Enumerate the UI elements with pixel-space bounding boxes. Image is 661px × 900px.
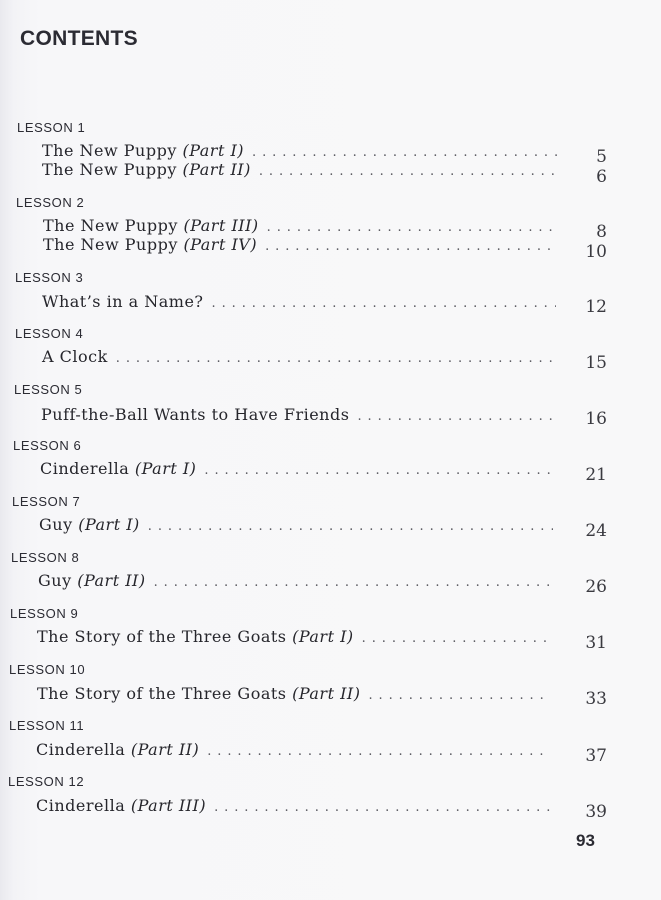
entry-title: The New Puppy [43,235,184,254]
page-number: 39 [585,802,607,822]
toc-entry [42,347,556,366]
page-number: 5 [596,147,607,167]
entry-part: (Part III) [183,216,259,235]
toc-entry [37,684,550,703]
toc-entry [36,796,550,815]
lesson-heading: LESSON 1 [17,120,86,135]
page-number: 21 [585,465,607,485]
toc-entry [37,627,551,646]
lesson-heading: LESSON 8 [11,550,80,565]
dot-leader [207,744,550,759]
page-folio-number: 93 [576,831,595,850]
entry-part: (Part II) [292,684,361,703]
lesson-heading: LESSON 11 [9,718,85,733]
entry-part: (Part I) [292,627,354,646]
entry-title: Cinderella [36,740,131,759]
dot-leader [116,351,556,366]
entry-title: The New Puppy [42,160,183,179]
entry-title: A Clock [42,347,108,366]
dot-leader [214,800,550,815]
page-number: 31 [585,633,607,653]
lesson-heading: LESSON 10 [9,662,86,677]
dot-leader [265,239,557,254]
page-number: 15 [585,353,607,373]
entry-title: The New Puppy [43,216,184,235]
lesson-heading: LESSON 5 [14,382,83,397]
entry-title: Cinderella [36,796,131,815]
lesson-heading: LESSON 7 [12,494,81,509]
toc-entry [42,292,556,311]
page-number: 37 [585,746,607,766]
entry-title: Cinderella [40,459,135,478]
toc-entry [42,141,558,160]
entry-part: (Part I) [78,515,140,534]
dot-leader [204,463,554,478]
entry-part: (Part IV) [183,235,258,254]
toc-entry [43,216,557,235]
lesson-heading: LESSON 3 [15,270,84,285]
dot-leader [154,575,552,590]
toc-entry [40,459,554,478]
dot-leader [362,631,551,646]
toc-entry [43,235,557,254]
entry-part: (Part II) [182,160,251,179]
dot-leader [259,164,558,179]
entry-part: (Part II) [77,571,146,590]
page-number: 33 [585,689,607,709]
lesson-heading: LESSON 6 [13,438,82,453]
dot-leader [368,688,550,703]
entry-title: The Story of the Three Goats [37,627,293,646]
page-title: CONTENTS [20,27,138,50]
entry-title: The New Puppy [42,141,183,160]
lesson-heading: LESSON 4 [15,326,84,341]
page-number: 24 [585,521,607,541]
page-number: 8 [596,222,607,242]
dot-leader [252,145,558,160]
entry-part: (Part II) [130,740,200,759]
page-number: 12 [585,297,607,317]
entry-title: What’s in a Name? [42,292,204,311]
page-number: 6 [596,167,607,187]
toc-entry [38,571,552,590]
lesson-heading: LESSON 12 [8,774,85,789]
page-number: 16 [585,409,607,429]
entry-title: The Story of the Three Goats [37,684,293,703]
entry-title: Guy [38,571,78,590]
toc-entry [36,740,550,759]
toc-entry [42,160,558,179]
toc-entry [41,405,555,424]
entry-title: Guy [39,515,79,534]
dot-leader [357,409,555,424]
entry-part: (Part I) [182,141,245,160]
page-number: 10 [585,242,607,262]
dot-leader [212,296,557,311]
dot-leader [267,220,557,235]
toc-entry [39,515,553,534]
page-number: 26 [585,577,607,597]
entry-part: (Part III) [130,796,207,815]
entry-part: (Part I) [134,459,197,478]
lesson-heading: LESSON 9 [10,606,79,621]
lesson-heading: LESSON 2 [16,195,85,210]
entry-title: Puff-the-Ball Wants to Have Friends [41,405,350,424]
dot-leader [148,519,553,534]
